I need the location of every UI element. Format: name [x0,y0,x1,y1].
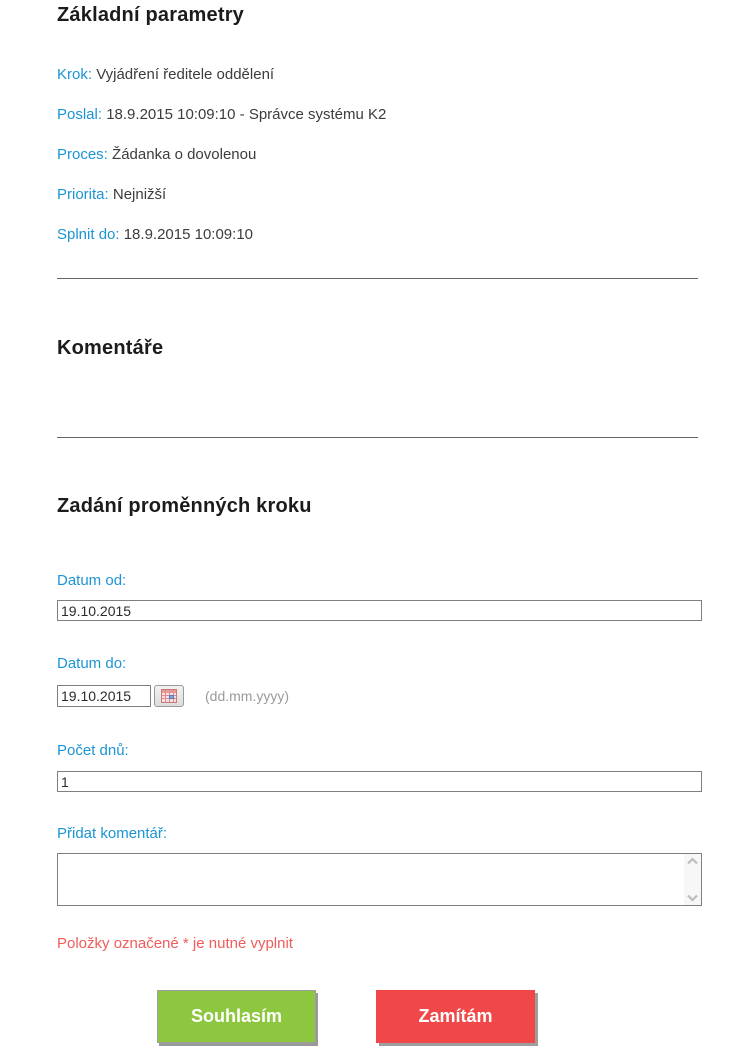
comment-textarea-wrap [57,853,702,906]
param-row-splnit-do [57,226,703,244]
param-value: Nejnižší [112,186,167,203]
param-row-krok [57,66,703,84]
pocet-dnu-label: Počet dnů: [57,742,129,759]
param-label: Splnit do: [57,226,120,243]
approve-button[interactable]: Souhlasím [157,990,316,1043]
calendar-icon [161,689,177,703]
pridat-komentar-label: Přidat komentář: [57,825,168,842]
param-label: Priorita: [57,186,109,203]
date-format-hint: (dd.mm.yyyy) [205,688,289,704]
section-divider [57,278,698,279]
comments-title: Komentáře [57,337,164,359]
param-label: Poslal: [57,106,103,123]
param-row-poslal [57,106,703,124]
param-row-priorita [57,186,703,204]
basic-params-list [57,66,703,244]
param-label: Krok: [57,66,93,83]
step-variables-title: Zadání proměnných kroku [57,495,312,517]
required-fields-warning: Položky označené * je nutné vyplnit [57,935,293,952]
workflow-step-page [57,0,703,1043]
param-value: 18.9.2015 10:09:10 [123,226,254,243]
action-buttons [57,990,703,1043]
scroll-up-icon[interactable] [687,857,698,865]
param-value: Žádanka o dovolenou [112,146,257,163]
param-value: 18.9.2015 10:09:10 - Správce systému K2 [106,106,387,123]
datum-od-input[interactable] [57,600,702,621]
pocet-dnu-input[interactable] [57,771,702,792]
section-divider [57,437,698,438]
reject-button[interactable]: Zamítám [376,990,535,1043]
datum-do-label: Datum do: [57,655,127,672]
comment-textarea[interactable] [58,854,684,905]
datum-do-row [57,685,703,707]
basic-params-title: Základní parametry [57,4,245,26]
textarea-scrollbar[interactable] [684,854,701,905]
param-label: Proces: [57,146,108,163]
scroll-down-icon[interactable] [687,894,698,902]
datum-od-label: Datum od: [57,572,127,589]
param-row-proces [57,146,703,164]
datum-do-input[interactable] [57,685,151,707]
calendar-button[interactable] [154,685,184,707]
param-value: Vyjádření ředitele oddělení [96,66,275,83]
